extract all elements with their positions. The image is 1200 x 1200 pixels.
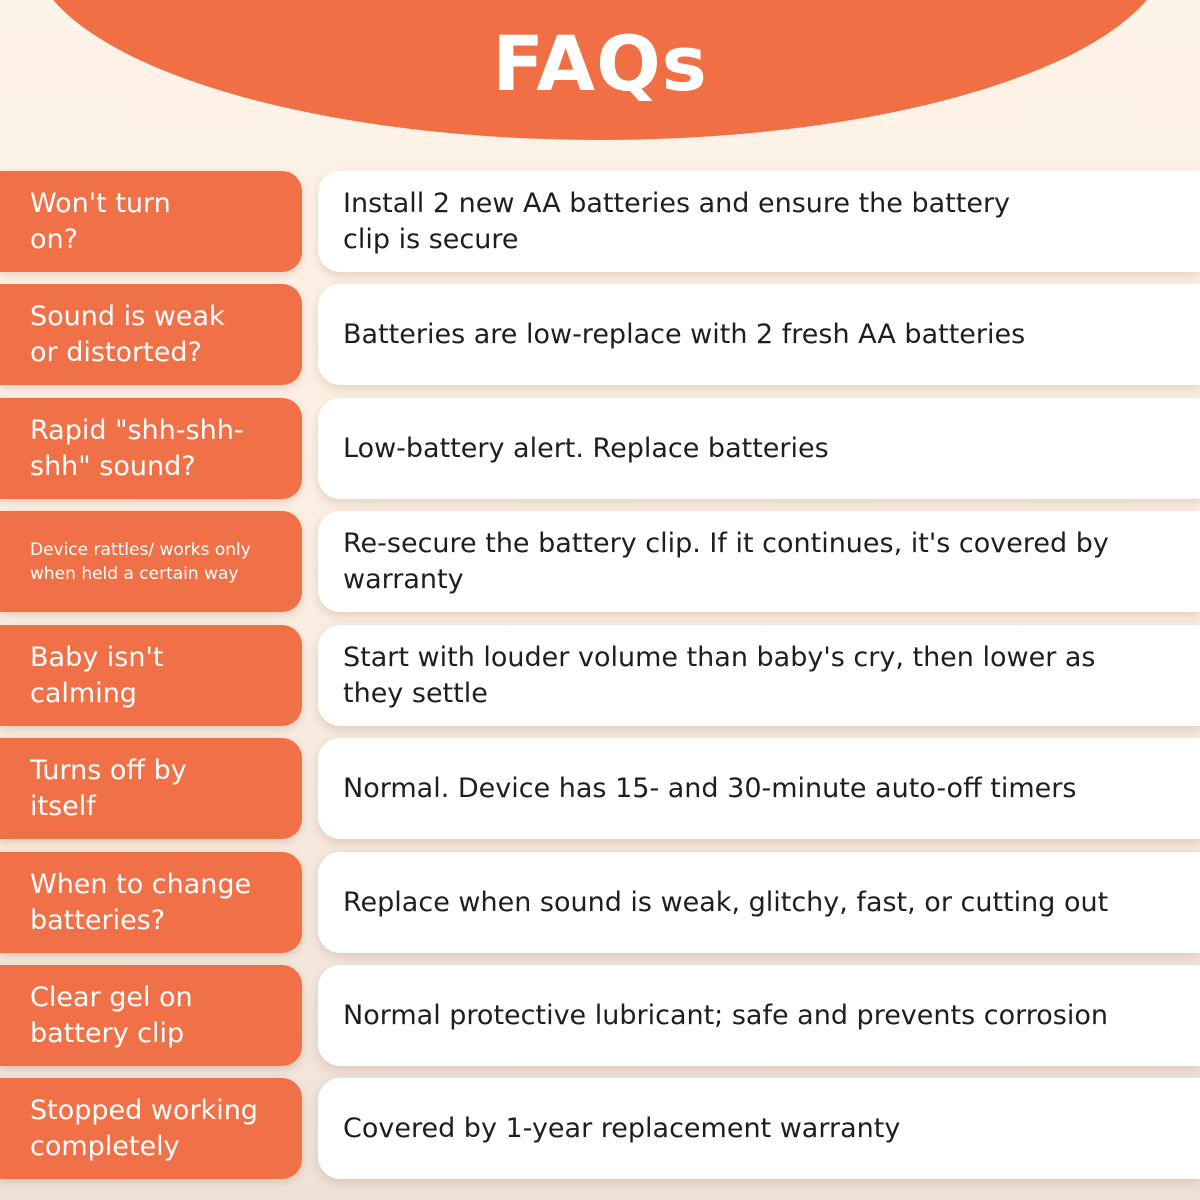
faq-item: [0, 171, 1200, 272]
faq-question: [0, 171, 302, 272]
faq-answer-text: Start with louder volume than baby's cry, then lower as they settle: [343, 641, 1096, 709]
faq-answer-text: Re-secure the battery clip. If it continues, it's covered by warranty: [343, 527, 1109, 595]
faq-question-text: Won't turn on?: [30, 187, 171, 255]
faq-item: [0, 852, 1200, 953]
faq-question-text: Clear gel on battery clip: [30, 981, 193, 1049]
faq-question: [0, 284, 302, 385]
faq-answer: [318, 852, 1200, 953]
faq-question: [0, 625, 302, 726]
faq-question-text: Stopped working completely: [30, 1094, 258, 1162]
faq-answer: [318, 284, 1200, 385]
faq-answer: [318, 965, 1200, 1066]
faq-answer-text: Covered by 1-year replacement warranty: [343, 1112, 901, 1144]
faq-answer: [318, 1078, 1200, 1179]
faq-item: [0, 284, 1200, 385]
faq-question: [0, 398, 302, 499]
faq-item: [0, 511, 1200, 612]
faq-question-text: Rapid "shh-shh-shh" sound?: [30, 414, 244, 482]
faq-question: [0, 965, 302, 1066]
faq-question: [0, 738, 302, 839]
faq-item: [0, 738, 1200, 839]
faq-answer-text: Normal protective lubricant; safe and prevents corrosion: [343, 999, 1108, 1031]
faq-item: [0, 398, 1200, 499]
faq-question-text: Baby isn't calming: [30, 641, 164, 709]
faq-answer: [318, 511, 1200, 612]
faq-item: [0, 625, 1200, 726]
faq-answer: [318, 171, 1200, 272]
faq-question: [0, 511, 302, 612]
faq-answer-text: Normal. Device has 15- and 30-minute auto-off timers: [343, 772, 1077, 804]
faq-question: [0, 1078, 302, 1179]
faq-item: [0, 965, 1200, 1066]
faq-answer-text: Low-battery alert. Replace batteries: [343, 432, 829, 464]
faq-answer-text: Batteries are low-replace with 2 fresh AA batteries: [343, 318, 1026, 350]
page-title: FAQs: [492, 19, 708, 108]
faq-question-text: Sound is weak or distorted?: [30, 300, 225, 368]
faq-item: [0, 1078, 1200, 1179]
faq-answer: [318, 398, 1200, 499]
faq-answer: [318, 625, 1200, 726]
faq-answer-text: Install 2 new AA batteries and ensure the battery clip is secure: [343, 187, 1011, 255]
faq-question-text: When to change batteries?: [30, 868, 252, 936]
faq-question: [0, 852, 302, 953]
faq-answer-text: Replace when sound is weak, glitchy, fast, or cutting out: [343, 886, 1109, 918]
faq-question-text: Device rattles/ works only when held a certain way: [30, 539, 251, 584]
faq-answer: [318, 738, 1200, 839]
faq-question-text: Turns off by itself: [30, 754, 187, 822]
